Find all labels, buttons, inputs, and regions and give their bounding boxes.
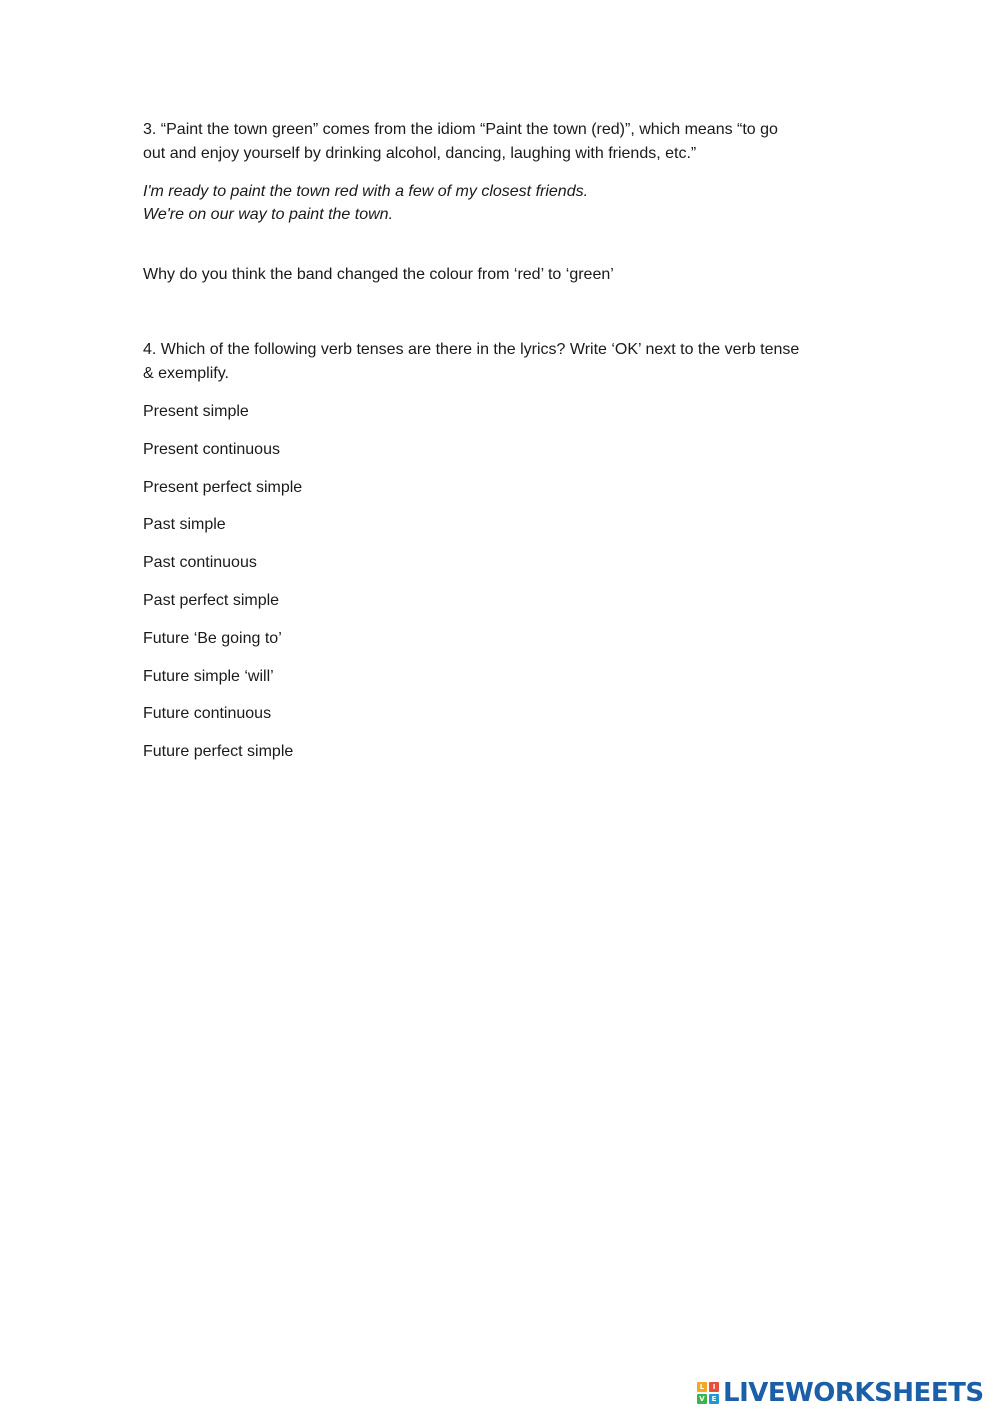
question-3-line-2: out and enjoy yourself by drinking alcohol, dancing, laughing with friends, etc.” bbox=[143, 145, 697, 162]
question-3 bbox=[143, 118, 863, 166]
live-blocks-icon bbox=[697, 1382, 719, 1404]
why-question: Why do you think the band changed the colour from ‘red’ to ‘green’ bbox=[143, 266, 614, 283]
tense-item: Present continuous bbox=[143, 440, 280, 458]
tense-item: Past perfect simple bbox=[143, 591, 280, 609]
logo-block: I bbox=[709, 1382, 719, 1392]
tense-item: Present simple bbox=[143, 403, 249, 420]
tense-item: Future ‘Be going to’ bbox=[143, 629, 282, 647]
liveworksheets-logo bbox=[697, 1378, 984, 1408]
idiom-examples bbox=[143, 180, 863, 226]
question-3-line-1: 3. “Paint the town green” comes from the idiom “Paint the town (red)”, which means “to go bbox=[143, 121, 778, 138]
verb-tense-list bbox=[143, 400, 302, 778]
logo-block: E bbox=[709, 1394, 719, 1404]
tense-item: Present perfect simple bbox=[143, 478, 303, 496]
question-4-line-1: 4. Which of the following verb tenses are there in the lyrics? Write ‘OK’ next to the verb tense bbox=[143, 341, 800, 358]
logo-block: V bbox=[697, 1394, 707, 1404]
logo-block: L bbox=[697, 1382, 707, 1392]
tense-item: Future perfect simple bbox=[143, 743, 294, 761]
tense-item: Past simple bbox=[143, 516, 226, 534]
question-4-line-2: & exemplify. bbox=[143, 365, 229, 382]
example-sentence-2: We're on our way to paint the town. bbox=[143, 206, 394, 223]
tense-item: Future simple ‘will’ bbox=[143, 667, 274, 685]
tense-item: Future continuous bbox=[143, 705, 272, 723]
brand-name: LIVEWORKSHEETS bbox=[723, 1378, 984, 1408]
tense-item: Past continuous bbox=[143, 554, 257, 572]
example-sentence-1: I'm ready to paint the town red with a few of my closest friends. bbox=[143, 183, 589, 200]
question-4 bbox=[143, 338, 863, 386]
